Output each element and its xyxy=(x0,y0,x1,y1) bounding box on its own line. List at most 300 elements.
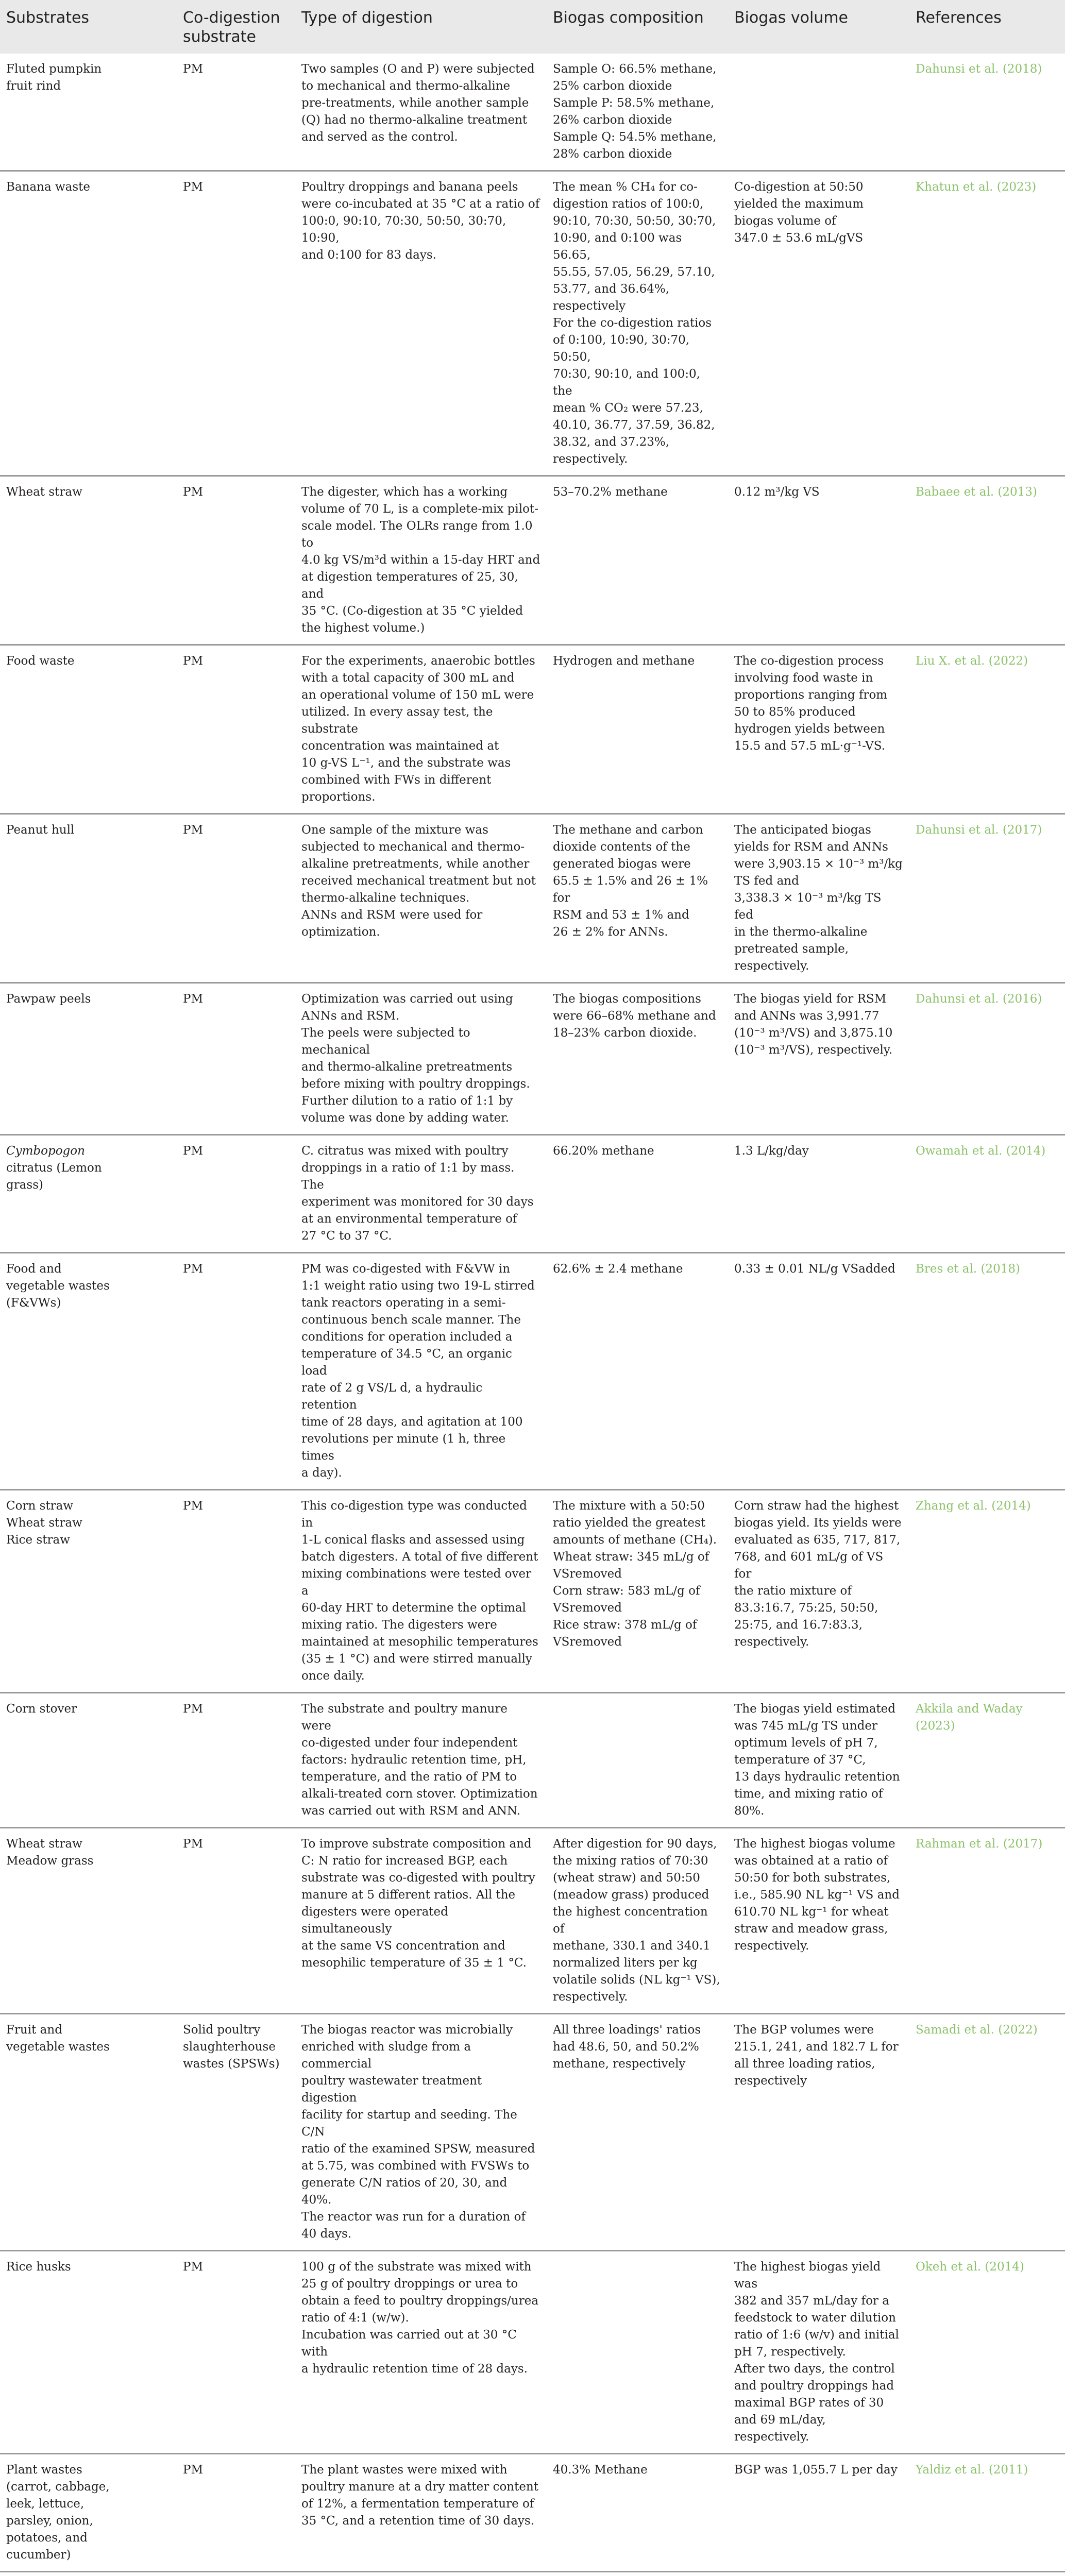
header-biogas-composition: Biogas composition xyxy=(553,9,704,27)
cell-line: amounts of methane (CH₄). xyxy=(553,1533,717,1547)
cell-line: 15.5 and 57.5 mL·g⁻¹-VS. xyxy=(734,739,886,753)
cell-line: respectively. xyxy=(734,959,809,973)
cell-line: VSremoved xyxy=(553,1601,622,1615)
cell-line: respectively. xyxy=(553,1990,628,2004)
codigestion-cell xyxy=(177,2014,295,2251)
cell-line: ratio of the examined SPSW, measured xyxy=(301,2142,535,2156)
cell-line: Corn straw had the highest xyxy=(734,1499,899,1513)
cell-line: The biogas compositions xyxy=(553,992,701,1006)
digestion-type-cell xyxy=(295,814,547,983)
cell-line: fruit rind xyxy=(6,79,61,93)
substrate-cell xyxy=(0,476,177,645)
cell-line: 35 °C. (Co-digestion at 35 °C yielded xyxy=(301,604,523,618)
cell-line: leek, lettuce, xyxy=(6,2497,84,2511)
cell-line: 25 g of poultry droppings or urea to xyxy=(301,2277,518,2291)
cell-line: a hydraulic retention time of 28 days. xyxy=(301,2362,528,2376)
cell-line: dioxide contents of the xyxy=(553,840,690,854)
cell-line: proportions. xyxy=(301,790,376,804)
cell-line: and ANNs was 3,991.77 xyxy=(734,1009,880,1023)
cell-line: C: N ratio for increased BGP, each xyxy=(301,1854,508,1868)
biogas-volume-cell xyxy=(728,2572,909,2576)
codigestion-cell xyxy=(177,2251,295,2454)
reference-cell[interactable] xyxy=(909,1490,1065,1693)
cell-line: at an environmental temperature of xyxy=(301,1212,517,1226)
cell-line: Sample P: 58.5% methane, xyxy=(553,96,715,110)
table-row xyxy=(0,171,1065,476)
biogas-volume-cell xyxy=(728,54,909,171)
cell-line: PM xyxy=(183,823,204,837)
cell-line: facility for startup and seeding. The C/N xyxy=(301,2108,517,2139)
codigestion-cell xyxy=(177,983,295,1135)
substrate-cell xyxy=(0,814,177,983)
cell-line: PM xyxy=(183,992,204,1006)
table-row xyxy=(0,1828,1065,2014)
cell-line: 28% carbon dioxide xyxy=(553,147,672,161)
cell-line: grass) xyxy=(6,1178,44,1192)
reference-link-text: Dahunsi et al. (2018) xyxy=(916,62,1042,76)
reference-cell[interactable] xyxy=(909,171,1065,476)
cell-line: The substrate and poultry manure were xyxy=(301,1702,508,1733)
cell-line: yielded the maximum xyxy=(734,197,864,211)
cell-line: 0.33 ± 0.01 NL/g VSadded xyxy=(734,1262,895,1276)
cell-line: vegetable wastes xyxy=(6,2040,110,2054)
cell-line: Co-digestion at 50:50 xyxy=(734,180,864,194)
cell-line: Peanut hull xyxy=(6,823,75,837)
cell-line: Sample Q: 54.5% methane, xyxy=(553,130,717,144)
cell-line: Cymbopogon xyxy=(6,1144,85,1158)
cell-line: ratio of 4:1 (w/w). xyxy=(301,2311,409,2325)
cell-line: straw and meadow grass, xyxy=(734,1922,888,1936)
cell-line: The biogas yield for RSM xyxy=(734,992,887,1006)
reference-cell[interactable] xyxy=(909,476,1065,645)
biogas-volume-cell xyxy=(728,2454,909,2572)
cell-line: proportions ranging from xyxy=(734,688,888,702)
cell-line: To improve substrate composition and xyxy=(301,1837,532,1851)
cell-line: PM xyxy=(183,62,204,76)
cell-line: Rice straw: 378 mL/g of xyxy=(553,1618,697,1632)
cell-line: The anticipated biogas xyxy=(734,823,871,837)
cell-line: The methane and carbon xyxy=(553,823,703,837)
cell-line: The reactor was run for a duration of xyxy=(301,2210,526,2224)
cell-line: maximal BGP rates of 30 xyxy=(734,2396,884,2410)
cell-line: time, and mixing ratio of xyxy=(734,1787,883,1801)
biogas-volume-cell xyxy=(728,1253,909,1490)
cell-line: PM xyxy=(183,1144,204,1158)
biogas-composition-cell xyxy=(547,2572,728,2576)
cell-line: One sample of the mixture was xyxy=(301,823,488,837)
table-row xyxy=(0,1253,1065,1490)
biogas-composition-cell xyxy=(547,1253,728,1490)
cell-line: The highest biogas yield was xyxy=(734,2260,881,2291)
cell-line: RSM and 53 ± 1% and xyxy=(553,908,689,922)
cell-line: 62.6% ± 2.4 methane xyxy=(553,1262,683,1276)
table-row xyxy=(0,2572,1065,2576)
cell-line: 70:30, 90:10, and 100:0, the xyxy=(553,367,700,398)
cell-line: PM xyxy=(183,1262,204,1276)
reference-link-text: Owamah et al. (2014) xyxy=(916,1144,1046,1158)
cell-line: Rice husks xyxy=(6,2260,71,2274)
cell-line: yields for RSM and ANNs xyxy=(734,840,888,854)
digestion-type-cell xyxy=(295,476,547,645)
header-type-of-digestion: Type of digestion xyxy=(301,9,433,27)
reference-cell[interactable] xyxy=(909,814,1065,983)
cell-line: thermo-alkaline techniques. xyxy=(301,891,470,905)
cell-line: generate C/N ratios of 20, 30, and 40%. xyxy=(301,2176,508,2207)
cell-line: normalized liters per kg xyxy=(553,1956,698,1970)
codigestion-cell xyxy=(177,2572,295,2576)
cell-line: respectively. xyxy=(734,1635,809,1649)
cell-line: Wheat straw xyxy=(6,485,82,499)
cell-line: 80%. xyxy=(734,1804,765,1818)
reference-cell[interactable] xyxy=(909,1135,1065,1253)
cell-line: 26% carbon dioxide xyxy=(553,113,672,127)
cell-line: parsley, onion, xyxy=(6,2514,93,2528)
cell-line: 215.1, 241, and 182.7 L for xyxy=(734,2040,899,2054)
biogas-volume-cell xyxy=(728,171,909,476)
cell-line: Solid poultry xyxy=(183,2023,261,2037)
cell-line: After two days, the control xyxy=(734,2362,895,2376)
cell-line: Fluted pumpkin xyxy=(6,62,102,76)
cell-line: mean % CO₂ were 57.23, xyxy=(553,401,703,415)
cell-line: pretreated sample, xyxy=(734,942,849,956)
reference-cell[interactable] xyxy=(909,1253,1065,1490)
cell-line: was carried out with RSM and ANN. xyxy=(301,1804,520,1818)
cell-line: co-digested under four independent xyxy=(301,1736,518,1750)
cell-line: of 12%, a fermentation temperature of xyxy=(301,2497,534,2511)
cell-line: TS fed and xyxy=(734,874,799,888)
substrate-cell xyxy=(0,2014,177,2251)
biogas-volume-cell xyxy=(728,476,909,645)
cell-line: 1.3 L/kg/day xyxy=(734,1144,809,1158)
cell-line: biogas volume of xyxy=(734,214,836,228)
table-header xyxy=(0,0,1065,54)
cell-line: respectively xyxy=(553,299,626,313)
cell-line: 18–23% carbon dioxide. xyxy=(553,1026,697,1040)
cell-line: 90:10, 70:30, 50:50, 30:70, xyxy=(553,214,716,228)
cell-line: Wheat straw: 345 mL/g of xyxy=(553,1550,709,1564)
table-row xyxy=(0,1135,1065,1253)
cell-line: 13 days hydraulic retention xyxy=(734,1770,900,1784)
cell-line: citratus (Lemon xyxy=(6,1161,102,1175)
cell-line: (10⁻³ m³/VS), respectively. xyxy=(734,1043,893,1057)
reference-link-text: Dahunsi et al. (2016) xyxy=(916,992,1042,1006)
cell-line: batch digesters. A total of five different xyxy=(301,1550,538,1564)
cell-line: feedstock to water dilution xyxy=(734,2311,896,2325)
cell-line: (carrot, cabbage, xyxy=(6,2480,110,2494)
reference-link-text: Rahman et al. (2017) xyxy=(916,1837,1043,1851)
cell-line: Food waste xyxy=(6,654,75,668)
cell-line: The BGP volumes were xyxy=(734,2023,874,2037)
cell-line: The mean % CH₄ for co- xyxy=(553,180,698,194)
cell-line: was 745 mL/g TS under xyxy=(734,1719,877,1733)
cell-line: Meadow grass xyxy=(6,1854,94,1868)
cell-line: 38.32, and 37.23%, xyxy=(553,435,670,449)
reference-cell[interactable] xyxy=(909,1828,1065,2014)
biogas-volume-cell xyxy=(728,1490,909,1693)
cell-line: 0.12 m³/kg VS xyxy=(734,485,820,499)
table-row xyxy=(0,645,1065,814)
biogas-composition-cell xyxy=(547,1135,728,1253)
cell-line: respectively. xyxy=(734,1939,809,1953)
biogas-composition-cell xyxy=(547,2454,728,2572)
cell-line: 100:0, 90:10, 70:30, 50:50, 30:70, 10:90, xyxy=(301,214,506,245)
cell-line: experiment was monitored for 30 days xyxy=(301,1195,534,1209)
cell-line: and poultry droppings had xyxy=(734,2379,894,2393)
biogas-composition-cell xyxy=(547,814,728,983)
cell-line: with a total capacity of 300 mL and xyxy=(301,671,515,685)
cell-line: 55.55, 57.05, 56.29, 57.10, xyxy=(553,265,715,279)
cell-line: Rice straw xyxy=(6,1533,70,1547)
cell-line: at digestion temperatures of 25, 30, and xyxy=(301,570,518,601)
cell-line: maintained at mesophilic temperatures xyxy=(301,1635,538,1649)
cell-line: 65.5 ± 1.5% and 26 ± 1% for xyxy=(553,874,708,905)
cell-line: methane, respectively xyxy=(553,2057,686,2071)
digestion-type-cell xyxy=(295,1828,547,2014)
cell-line: the highest volume.) xyxy=(301,621,425,635)
reference-cell[interactable] xyxy=(909,2572,1065,2576)
cell-line: 347.0 ± 53.6 mL/gVS xyxy=(734,231,864,245)
cell-line: Fruit and xyxy=(6,2023,62,2037)
cell-line: Corn straw: 583 mL/g of xyxy=(553,1584,700,1598)
reference-link-text: Yaldiz et al. (2011) xyxy=(916,2463,1028,2477)
cell-line: the highest concentration of xyxy=(553,1905,708,1936)
cell-line: ANNs and RSM. xyxy=(301,1009,400,1023)
cell-line: (10⁻³ m³/VS) and 3,875.10 xyxy=(734,1026,893,1040)
cell-line: (meadow grass) produced xyxy=(553,1888,709,1902)
substrate-cell xyxy=(0,54,177,171)
cell-line: poultry manure at a dry matter content xyxy=(301,2480,539,2494)
biogas-composition-cell xyxy=(547,2014,728,2251)
cell-line: VSremoved xyxy=(553,1635,622,1649)
cell-line: optimum levels of pH 7, xyxy=(734,1736,878,1750)
cell-line: time of 28 days, and agitation at 100 xyxy=(301,1415,523,1429)
cell-line: digestion ratios of 100:0, xyxy=(553,197,704,211)
reference-cell[interactable] xyxy=(909,2251,1065,2454)
cell-line: (35 ± 1 °C) and were stirred manually xyxy=(301,1652,532,1666)
table-body xyxy=(0,54,1065,2576)
reference-link-text: Okeh et al. (2014) xyxy=(916,2260,1024,2274)
cell-line: Corn straw xyxy=(6,1499,74,1513)
cell-line: 40.10, 36.77, 37.59, 36.82, xyxy=(553,418,715,432)
digestion-type-cell xyxy=(295,1253,547,1490)
cell-line: revolutions per minute (1 h, three times xyxy=(301,1432,506,1463)
cell-line: were 3,903.15 × 10⁻³ m³/kg xyxy=(734,857,903,871)
biogas-composition-cell xyxy=(547,1490,728,1693)
cell-line: continuous bench scale manner. The xyxy=(301,1313,521,1327)
reference-cell[interactable] xyxy=(909,2454,1065,2572)
cell-line: The co-digestion process xyxy=(734,654,884,668)
digestion-type-cell xyxy=(295,645,547,814)
header-references: References xyxy=(916,9,1002,27)
cell-line: Food and xyxy=(6,1262,62,1276)
table-row xyxy=(0,2014,1065,2251)
cell-line: had 48.6, 50, and 50.2% xyxy=(553,2040,699,2054)
biogas-volume-cell xyxy=(728,1693,909,1828)
cell-line: VSremoved xyxy=(553,1567,622,1581)
cell-line: 610.70 NL kg⁻¹ for wheat xyxy=(734,1905,889,1919)
cell-line: temperature of 34.5 °C, an organic load xyxy=(301,1347,512,1378)
reference-link-text: Liu X. et al. (2022) xyxy=(916,654,1028,668)
cell-line: were co-incubated at 35 °C at a ratio of xyxy=(301,197,540,211)
cell-line: PM xyxy=(183,2260,204,2274)
cell-line: ANNs and RSM were used for xyxy=(301,908,483,922)
cell-line: hydrogen yields between xyxy=(734,722,885,736)
codigestion-cell xyxy=(177,1135,295,1253)
cell-line: This co-digestion type was conducted in xyxy=(301,1499,527,1530)
biogas-composition-cell xyxy=(547,1693,728,1828)
substrate-cell xyxy=(0,1253,177,1490)
digestion-type-cell xyxy=(295,54,547,171)
biogas-volume-cell xyxy=(728,1828,909,2014)
biogas-volume-cell xyxy=(728,2251,909,2454)
cell-line: mixing ratio. The digesters were xyxy=(301,1618,497,1632)
substrate-cell xyxy=(0,2251,177,2454)
cell-line: i.e., 585.90 NL kg⁻¹ VS and xyxy=(734,1888,900,1902)
cell-line: Optimization was carried out using xyxy=(301,992,513,1006)
table-row xyxy=(0,983,1065,1135)
cell-line: Plant wastes xyxy=(6,2463,82,2477)
cell-line: 66.20% methane xyxy=(553,1144,654,1158)
header-row xyxy=(0,0,1065,54)
cell-line: combined with FWs in different xyxy=(301,773,492,787)
cell-line: in the thermo-alkaline xyxy=(734,925,868,939)
cell-line: subjected to mechanical and thermo- xyxy=(301,840,525,854)
digestion-type-cell xyxy=(295,1490,547,1693)
cell-line: The plant wastes were mixed with xyxy=(301,2463,508,2477)
reference-cell[interactable] xyxy=(909,1693,1065,1828)
digestion-type-cell xyxy=(295,2014,547,2251)
cell-line: the ratio mixture of xyxy=(734,1584,852,1598)
cell-line: generated biogas were xyxy=(553,857,691,871)
cell-line: ratio yielded the greatest xyxy=(553,1516,706,1530)
cell-line: 83.3:16.7, 75:25, 50:50, xyxy=(734,1601,878,1615)
cell-line: optimization. xyxy=(301,925,380,939)
biogas-volume-cell xyxy=(728,2014,909,2251)
codigestion-cell xyxy=(177,1253,295,1490)
header-substrates: Substrates xyxy=(6,9,90,27)
cell-line: 768, and 601 mL/g of VS for xyxy=(734,1550,884,1581)
reference-cell[interactable] xyxy=(909,54,1065,171)
biogas-volume-cell xyxy=(728,814,909,983)
codigestion-cell xyxy=(177,54,295,171)
header-codigestion-substrate: Co-digestion substrate xyxy=(183,9,280,46)
cell-line: ratio of 1:6 (w/v) and initial xyxy=(734,2328,899,2342)
cell-line: PM xyxy=(183,2463,204,2477)
cell-line: 1:1 weight ratio using two 19-L stirred xyxy=(301,1279,535,1293)
cell-line: all three loading ratios, xyxy=(734,2057,875,2071)
cell-line: volume was done by adding water. xyxy=(301,1111,509,1125)
cell-line: mixing combinations were tested over a xyxy=(301,1567,532,1598)
cell-line: and thermo-alkaline pretreatments xyxy=(301,1060,513,1074)
cell-line: temperature, and the ratio of PM to xyxy=(301,1770,517,1784)
reference-link-text: Dahunsi et al. (2017) xyxy=(916,823,1042,837)
cell-line: The biogas yield estimated xyxy=(734,1702,896,1716)
table-row xyxy=(0,814,1065,983)
cell-line: 382 and 357 mL/day for a xyxy=(734,2294,889,2308)
cell-line: temperature of 37 °C, xyxy=(734,1753,866,1767)
reference-cell[interactable] xyxy=(909,983,1065,1135)
cell-line: 25:75, and 16.7:83.3, xyxy=(734,1618,863,1632)
substrate-cell xyxy=(0,1135,177,1253)
digestion-type-cell xyxy=(295,2251,547,2454)
biogas-composition-cell xyxy=(547,1828,728,2014)
digestion-type-cell xyxy=(295,983,547,1135)
reference-link-text: Zhang et al. (2014) xyxy=(916,1499,1031,1513)
cell-line: The mixture with a 50:50 xyxy=(553,1499,705,1513)
codigestion-cell xyxy=(177,814,295,983)
cell-line: to mechanical and thermo-alkaline xyxy=(301,79,511,93)
cell-line: were 66–68% methane and xyxy=(553,1009,716,1023)
cell-line: mesophilic temperature of 35 ± 1 °C. xyxy=(301,1956,527,1970)
cell-line: Wheat straw xyxy=(6,1837,82,1851)
cell-line: 40 days. xyxy=(301,2227,352,2241)
cell-line: C. citratus was mixed with poultry xyxy=(301,1144,509,1158)
cell-line: Further dilution to a ratio of 1:1 by xyxy=(301,1094,513,1108)
biogas-composition-cell xyxy=(547,2251,728,2454)
cell-line: Pawpaw peels xyxy=(6,992,91,1006)
cell-line: 27 °C to 37 °C. xyxy=(301,1229,392,1243)
cell-line: poultry wastewater treatment digestion xyxy=(301,2074,482,2105)
codigestion-cell xyxy=(177,476,295,645)
cell-line: of 0:100, 10:90, 30:70, 50:50, xyxy=(553,333,690,364)
cell-line: Incubation was carried out at 30 °C with xyxy=(301,2328,517,2359)
codigestion-cell xyxy=(177,171,295,476)
cell-line: volatile solids (NL kg⁻¹ VS), xyxy=(553,1973,720,1987)
cell-line: biogas yield. Its yields were xyxy=(734,1516,902,1530)
digestion-type-cell xyxy=(295,2572,547,2576)
cell-line: 100 g of the substrate was mixed with xyxy=(301,2260,532,2274)
cell-line: vegetable wastes xyxy=(6,1279,110,1293)
cell-line: (F&VWs) xyxy=(6,1296,61,1310)
cell-line: obtain a feed to poultry droppings/urea xyxy=(301,2294,539,2308)
cell-line: PM xyxy=(183,654,204,668)
cell-line: factors: hydraulic retention time, pH, xyxy=(301,1753,527,1767)
cell-line: rate of 2 g VS/L d, a hydraulic retention xyxy=(301,1381,483,1412)
substrate-cell xyxy=(0,2572,177,2576)
digestion-type-cell xyxy=(295,171,547,476)
table-row xyxy=(0,2454,1065,2572)
cell-line: 4.0 kg VS/m³d within a 15-day HRT and xyxy=(301,553,540,567)
cell-line: potatoes, and xyxy=(6,2531,88,2545)
cell-line: alkaline pretreatments, while another xyxy=(301,857,530,871)
cell-line: 40.3% Methane xyxy=(553,2463,648,2477)
cell-line: The digester, which has a working xyxy=(301,485,508,499)
cell-line: the mixing ratios of 70:30 xyxy=(553,1854,708,1868)
cell-line: 10 g-VS L⁻¹, and the substrate was xyxy=(301,756,511,770)
cell-line: slaughterhouse xyxy=(183,2040,276,2054)
cell-line: 60-day HRT to determine the optimal xyxy=(301,1601,526,1615)
biogas-composition-cell xyxy=(547,476,728,645)
cell-line: a day). xyxy=(301,1466,342,1480)
cell-line: After digestion for 90 days, xyxy=(553,1837,717,1851)
substrate-cell xyxy=(0,1693,177,1828)
cell-line: respectively xyxy=(734,2074,807,2088)
cell-line: Sample O: 66.5% methane, xyxy=(553,62,717,76)
cell-line: The biogas reactor was microbially xyxy=(301,2023,513,2037)
cell-line: volume of 70 L, is a complete-mix pilot- xyxy=(301,502,538,516)
reference-link-text: Khatun et al. (2023) xyxy=(916,180,1037,194)
reference-cell[interactable] xyxy=(909,2014,1065,2251)
cell-line: 35 °C, and a retention time of 30 days. xyxy=(301,2514,535,2528)
biogas-volume-cell xyxy=(728,645,909,814)
reference-link-text: Bres et al. (2018) xyxy=(916,1262,1020,1276)
cell-line: 10:90, and 0:100 was 56.65, xyxy=(553,231,682,262)
cell-line: PM was co-digested with F&VW in xyxy=(301,1262,511,1276)
substrate-cell xyxy=(0,983,177,1135)
cell-line: tank reactors operating in a semi- xyxy=(301,1296,506,1310)
cell-line: BGP was 1,055.7 L per day xyxy=(734,2463,898,2477)
reference-cell[interactable] xyxy=(909,645,1065,814)
